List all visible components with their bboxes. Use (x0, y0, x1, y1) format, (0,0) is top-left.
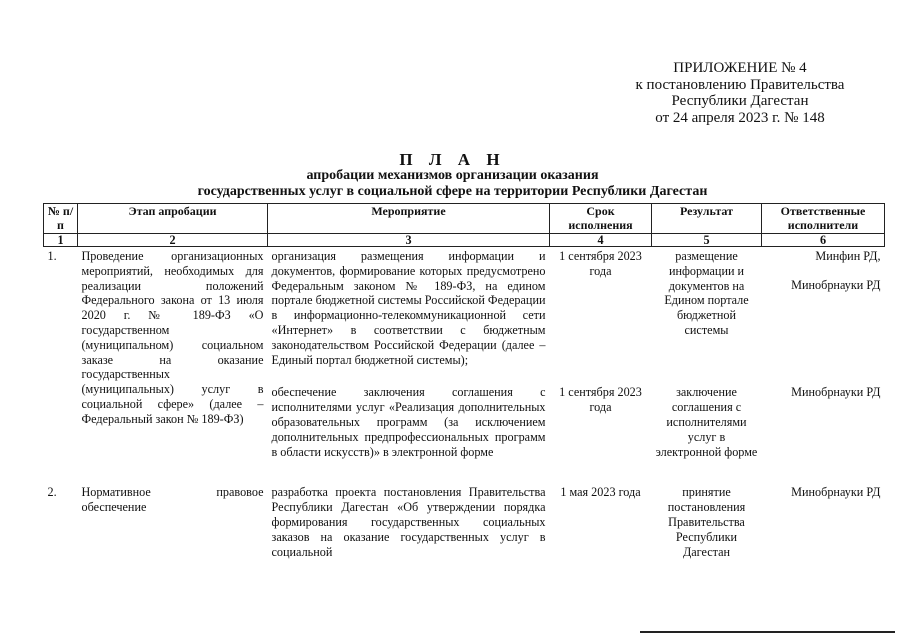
header-responsible: Ответственные исполнители (762, 204, 885, 234)
header-term: Срок исполнения (550, 204, 652, 234)
responsible-minobrnauki: Минобрнауки РД (791, 485, 881, 500)
row-term: 1 мая 2023 года (560, 485, 641, 500)
row-responsible (762, 247, 885, 370)
row-result: размещение информации и документов на Едином портале бюджетной системы (664, 249, 749, 337)
appendix-line-resolution: к постановлению Правительства (635, 76, 845, 93)
row-responsible (762, 369, 885, 461)
row-result: заключение соглашения с исполнителями услуг в электронной форме (655, 385, 758, 459)
row-term: 1 сентября 2023 года (559, 385, 642, 415)
header-result: Результат (652, 204, 762, 234)
column-number: 1 (44, 234, 78, 247)
responsible-minobrnauki: Минобрнауки РД (791, 277, 881, 292)
table-row (44, 247, 885, 370)
plan-table (43, 203, 885, 561)
responsible-minfin: Минфин РД, (815, 249, 881, 263)
column-number: 2 (78, 234, 268, 247)
bottom-divider (640, 631, 895, 633)
plan-subtitle-2: государственных услуг в социальной сфере на территории Республики Дагестан (197, 184, 708, 199)
row-stage: Проведение организационных мероприятий, необходимых для реализации положений Федерального закона от 13 июля 2020 г. № 189-ФЗ «О государственном (муниципальном) социальном заказе на оказание государственных (муниципальных) услуг в социальной сфере» (далее – Федеральный закон № 189-ФЗ) (81, 249, 264, 426)
row-stage: Нормативное правовое обеспечение (81, 485, 264, 515)
plan-subtitle-1: апробации механизмов организации оказания (306, 168, 599, 183)
appendix-line-republic: Республики Дагестан (671, 93, 809, 109)
column-number: 5 (652, 234, 762, 247)
spacer-cell (44, 461, 885, 483)
table-header-row (44, 204, 885, 234)
appendix-line-date: от 24 апреля 2023 г. № 148 (655, 109, 825, 126)
row-term: 1 сентября 2023 года (559, 249, 642, 278)
column-number: 3 (268, 234, 550, 247)
row-measure: обеспечение заключения соглашения с исполнителями услуг «Реализация дополнительных образовательных программ (за исключением дополнительных предпрофессиональных программ в области искусств)» в электронной форме (271, 385, 546, 459)
appendix-title: ПРИЛОЖЕНИЕ № 4 (673, 60, 807, 76)
column-number: 6 (762, 234, 885, 247)
row-result: принятие постановления Правительства Республики Дагестан (667, 485, 746, 559)
responsible-minobrnauki: Минобрнауки РД (791, 385, 881, 400)
row-measure: организация размещения информации и документов, формирование которых предусмотрено Федеральным законом № 189-ФЗ, на едином портале бюджетной системы Российской Федерации в информационно-телекоммуникационной сети «Интернет» в соответствии с бюджетным законодательством Российской Федерации (далее – Единый портал бюджетной системы); (271, 249, 546, 367)
header-measure: Мероприятие (268, 204, 550, 234)
row-spacer (44, 461, 885, 483)
row-responsible (762, 483, 885, 561)
header-stage: Этап апробации (78, 204, 268, 234)
header-num: № п/п (44, 204, 78, 234)
row-measure: разработка проекта постановления Правительства Республики Дагестан «Об утверждении порядка формирования государственных социальных заказов на оказание государственных услуг в социальной (271, 485, 546, 559)
row-number: 1. (47, 249, 57, 263)
appendix-block (600, 60, 880, 126)
column-number: 4 (550, 234, 652, 247)
plan-title: П Л А Н (399, 150, 506, 169)
table-row (44, 483, 885, 561)
column-number-row (44, 234, 885, 247)
row-number: 2. (47, 485, 57, 500)
